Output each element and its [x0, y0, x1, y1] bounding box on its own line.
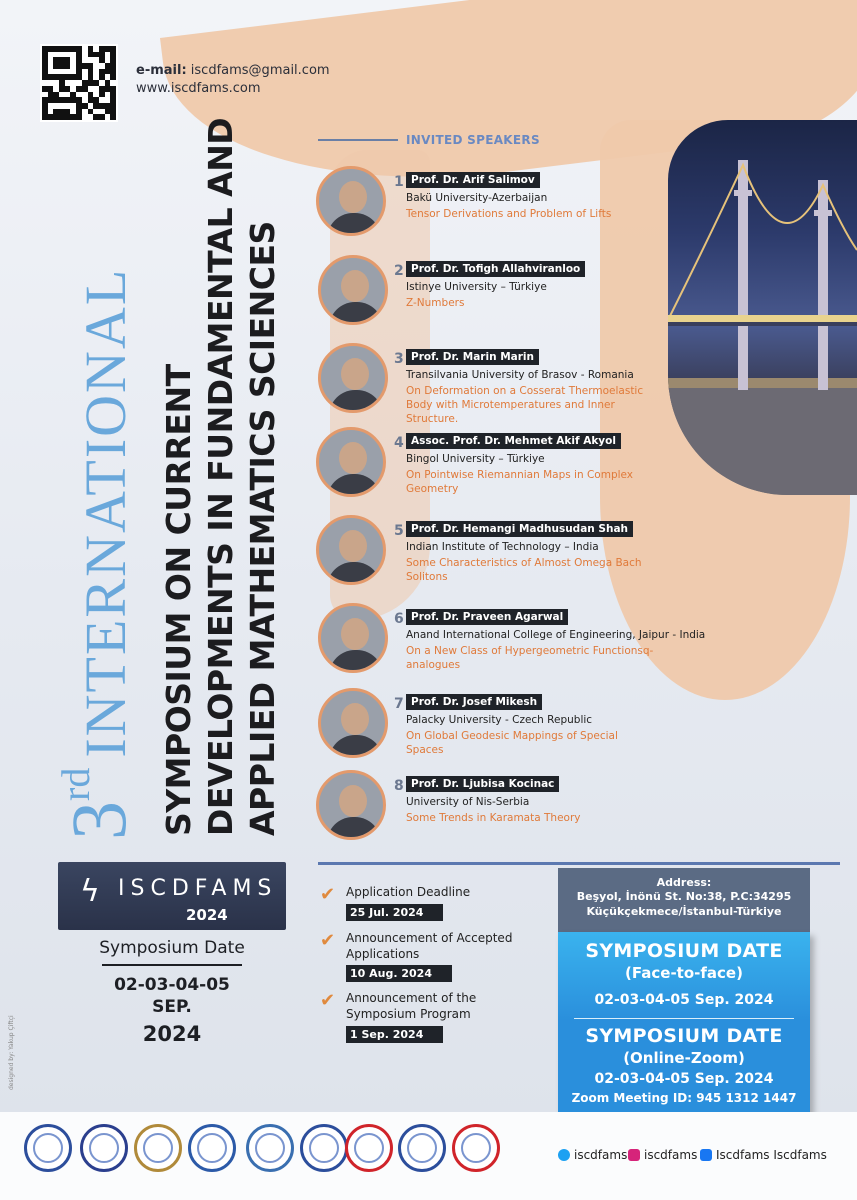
speaker-item — [316, 343, 746, 423]
instagram-icon — [628, 1149, 640, 1161]
speaker-topic: Some Trends in Karamata Theory — [406, 812, 581, 824]
check-icon: ✔ — [320, 930, 336, 951]
symposium-days: 02-03-04-05 — [114, 975, 230, 995]
speaker-institution: Bingol University – Türkiye — [406, 453, 545, 465]
speaker-number: 8 — [394, 778, 404, 794]
online-subtitle: (Online-Zoom) — [623, 1049, 745, 1067]
speaker-topic: Z-Numbers — [406, 297, 465, 309]
speaker-name: Prof. Dr. Hemangi Madhusudan Shah — [406, 521, 633, 537]
speaker-institution: Indian Institute of Technology – India — [406, 541, 599, 553]
speaker-topic: Tensor Derivations and Problem of Lifts — [406, 208, 612, 220]
facebook-link[interactable] — [700, 1148, 827, 1162]
speaker-number: 7 — [394, 696, 404, 712]
speaker-name: Prof. Dr. Tofigh Allahviranloo — [406, 261, 585, 277]
seal-inner — [143, 1133, 173, 1163]
facebook-handle: Iscdfams Iscdfams — [716, 1148, 827, 1162]
speaker-institution: Istinye University – Türkiye — [406, 281, 547, 293]
symposium-title — [158, 118, 284, 836]
seal-inner — [255, 1133, 285, 1163]
university-logo — [300, 1124, 348, 1172]
speaker-name: Prof. Dr. Arif Salimov — [406, 172, 540, 188]
speaker-photo — [316, 166, 386, 236]
twitter-handle: iscdfams — [574, 1148, 628, 1162]
iscdfams-logo — [58, 862, 286, 930]
logo-brand: ISCDFAMS — [118, 876, 278, 901]
address-box — [558, 868, 810, 932]
deadline-date: 1 Sep. 2024 — [346, 1026, 443, 1043]
lightning-logo-icon: ϟ — [80, 874, 100, 909]
box-divider — [574, 1018, 794, 1019]
title-line-3: APPLIED MATHEMATICS SCIENCES — [243, 221, 282, 836]
symposium-date-label: Symposium Date — [99, 938, 245, 958]
speaker-institution: Palacky University - Czech Republic — [406, 714, 593, 726]
logo-year: 2024 — [186, 906, 228, 924]
speaker-photo — [318, 255, 388, 325]
speaker-institution: Anand International College of Engineering, Jaipur - India — [406, 629, 706, 641]
seal-inner — [407, 1133, 437, 1163]
speaker-name: Prof. Dr. Josef Mikesh — [406, 694, 542, 710]
university-logo — [246, 1124, 294, 1172]
speaker-item — [316, 603, 746, 683]
seal-inner — [33, 1133, 63, 1163]
title-ordinal: 3 — [55, 801, 142, 840]
contact-info — [136, 62, 330, 98]
section-divider — [318, 862, 840, 865]
zoom-meeting-id[interactable]: Zoom Meeting ID: 945 1312 1447 — [571, 1091, 797, 1105]
symposium-year: 2024 — [142, 1022, 202, 1046]
seal-inner — [354, 1133, 384, 1163]
speaker-item — [316, 688, 746, 768]
facebook-icon — [700, 1149, 712, 1161]
instagram-link[interactable] — [628, 1148, 697, 1162]
speaker-topic: On Pointwise Riemannian Maps in Complex Geometry — [406, 469, 634, 495]
speaker-number: 4 — [394, 435, 404, 451]
speaker-photo — [318, 688, 388, 758]
check-icon: ✔ — [320, 990, 336, 1011]
address-line-2: Küçükçekmece/İstanbul-Türkiye — [586, 905, 782, 918]
website-link[interactable]: www.iscdfams.com — [136, 81, 261, 96]
speaker-institution: University of Nis-Serbia — [406, 796, 530, 808]
speaker-institution: Bakü University-Azerbaijan — [406, 192, 548, 204]
title-line-2: DEVELOPMENTS IN FUNDAMENTAL AND — [201, 117, 240, 836]
university-logo — [80, 1124, 128, 1172]
symposium-month: SEP. — [152, 997, 192, 1017]
speaker-number: 1 — [394, 174, 404, 190]
title-ordinal-international — [53, 267, 142, 840]
deadline-label: Announcement of the Symposium Program — [346, 991, 477, 1021]
instagram-handle: iscdfams — [644, 1148, 698, 1162]
seal-inner — [89, 1133, 119, 1163]
face-to-face-subtitle: (Face-to-face) — [625, 964, 743, 982]
email-label: e-mail: — [136, 63, 187, 78]
deadline-label: Application Deadline — [346, 885, 471, 899]
deadline-date: 10 Aug. 2024 — [346, 965, 452, 982]
invited-speakers-heading — [318, 133, 540, 147]
designer-credit: designed by: Yakup Çiftçi — [8, 1015, 15, 1090]
face-to-face-date: 02-03-04-05 Sep. 2024 — [594, 992, 774, 1008]
speaker-photo — [318, 603, 388, 673]
speaker-name: Prof. Dr. Marin Marin — [406, 349, 539, 365]
university-logo — [24, 1124, 72, 1172]
seal-inner — [461, 1133, 491, 1163]
university-logo — [452, 1124, 500, 1172]
deadline-label: Announcement of Accepted Applications — [346, 931, 513, 961]
twitter-link[interactable] — [558, 1148, 627, 1162]
speaker-institution: Transilvania University of Brasov - Romania — [406, 369, 634, 381]
speaker-name: Prof. Dr. Praveen Agarwal — [406, 609, 568, 625]
invited-speakers-title: INVITED SPEAKERS — [406, 133, 540, 147]
twitter-icon — [558, 1149, 570, 1161]
speaker-item — [316, 427, 746, 507]
speaker-item — [316, 166, 746, 246]
title-ordinal-suffix: rd — [53, 767, 98, 801]
seal-inner — [309, 1133, 339, 1163]
speaker-topic: On a New Class of Hypergeometric Functionsq-analogues — [406, 645, 654, 671]
speaker-number: 2 — [394, 263, 404, 279]
email-link[interactable]: iscdfams@gmail.com — [190, 63, 330, 78]
symposium-date-left — [58, 938, 286, 1046]
speaker-photo — [316, 770, 386, 840]
speaker-item — [316, 770, 746, 850]
speaker-item — [316, 515, 746, 595]
title-international: INTERNATIONAL — [73, 267, 138, 758]
deadline-date: 25 Jul. 2024 — [346, 904, 443, 921]
speaker-photo — [316, 427, 386, 497]
speaker-number: 3 — [394, 351, 404, 367]
check-icon: ✔ — [320, 884, 336, 905]
speaker-photo — [318, 343, 388, 413]
face-to-face-title: SYMPOSIUM DATE — [585, 940, 783, 962]
speaker-name: Prof. Dr. Ljubisa Kocinac — [406, 776, 559, 792]
address-line-1: Beşyol, İnönü St. No:38, P.C:34295 — [576, 890, 792, 903]
speaker-number: 5 — [394, 523, 404, 539]
university-logo — [188, 1124, 236, 1172]
seal-inner — [197, 1133, 227, 1163]
title-line-1: SYMPOSIUM ON CURRENT — [159, 364, 198, 836]
university-logo — [345, 1124, 393, 1172]
online-title: SYMPOSIUM DATE — [585, 1025, 783, 1047]
speaker-number: 6 — [394, 611, 404, 627]
speaker-name: Assoc. Prof. Dr. Mehmet Akif Akyol — [406, 433, 621, 449]
heading-divider — [318, 139, 398, 141]
speaker-topic: On Deformation on a Cosserat Thermoelastic Body with Microtemperatures and Inner Structure. — [406, 385, 644, 425]
date-divider — [102, 964, 242, 966]
university-logo — [398, 1124, 446, 1172]
symposium-date-box — [558, 932, 810, 1128]
speaker-topic: On Global Geodesic Mappings of Special Spaces — [406, 730, 618, 756]
speaker-photo — [316, 515, 386, 585]
university-logo — [134, 1124, 182, 1172]
online-date: 02-03-04-05 Sep. 2024 — [594, 1071, 774, 1087]
speaker-item — [316, 255, 746, 335]
address-heading: Address: — [656, 876, 712, 889]
qr-code-icon[interactable] — [40, 44, 118, 122]
speaker-topic: Some Characteristics of Almost Omega Bach Solitons — [406, 557, 642, 583]
